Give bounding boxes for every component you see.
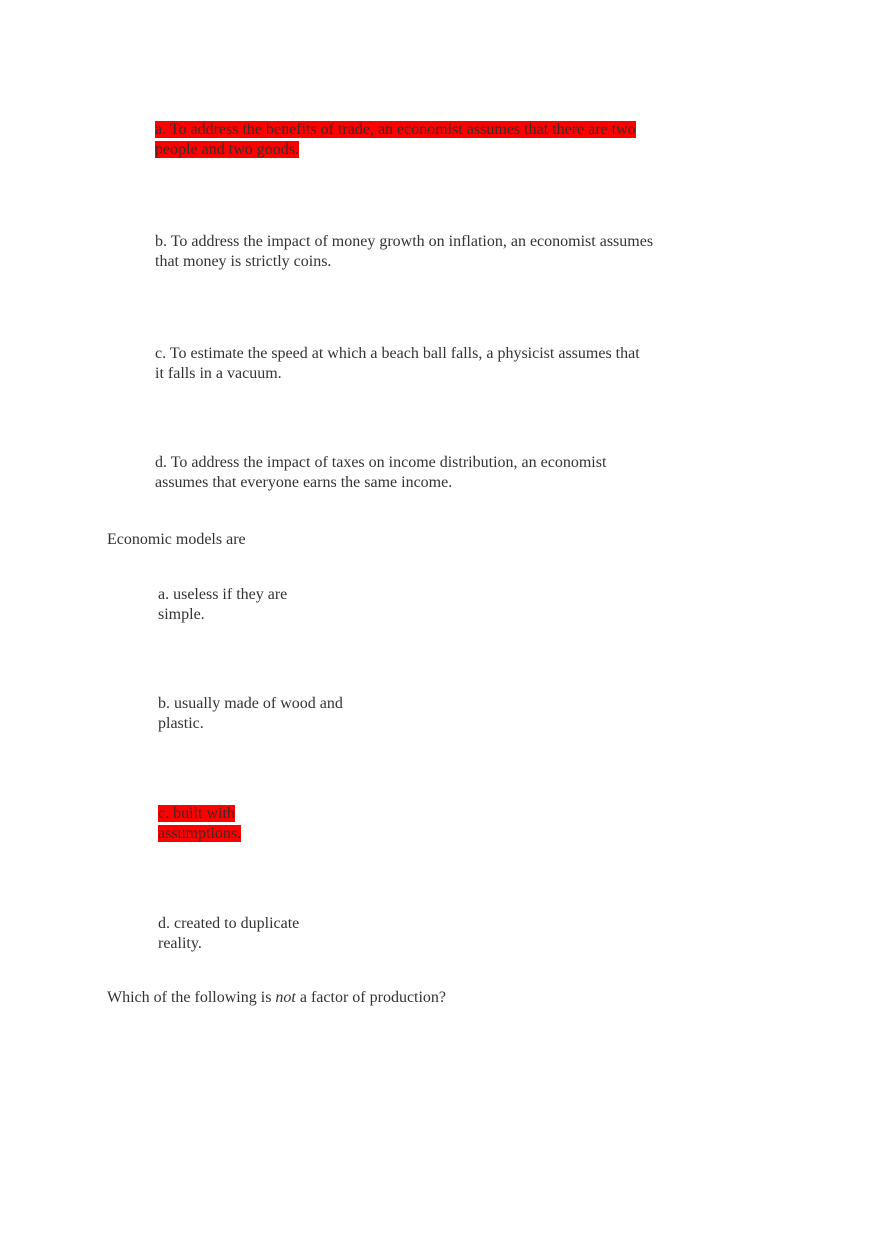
answer-option-d[interactable] [155, 453, 606, 493]
option-line: a. useless if they are [158, 586, 288, 603]
option-line: plastic. [158, 715, 204, 732]
option-line: assumptions. [158, 825, 242, 842]
option-line: it falls in a vacuum. [155, 365, 282, 382]
option-line: b. usually made of wood and [158, 695, 343, 712]
option-line: c. built with [158, 805, 235, 822]
question-prompt-models: Economic models are [107, 531, 246, 548]
answer-option-b[interactable] [155, 232, 653, 272]
question-prompt-factor [107, 988, 446, 1008]
models-option-a[interactable] [158, 585, 287, 625]
option-line: c. To estimate the speed at which a beach ball falls, a physicist assumes that [155, 345, 640, 362]
option-line: d. To address the impact of taxes on income distribution, an economist [155, 454, 607, 471]
option-line: that money is strictly coins. [155, 253, 332, 270]
option-line: simple. [158, 606, 205, 623]
option-line: d. created to duplicate [158, 915, 300, 932]
prompt-after: a factor of production? [295, 989, 447, 1006]
models-option-b[interactable] [158, 694, 343, 734]
option-line: people and two goods. [155, 141, 299, 158]
option-line: reality. [158, 935, 202, 952]
prompt-emphasis: not [275, 989, 296, 1006]
option-line: a. To address the benefits of trade, an economist assumes that there are two [155, 121, 636, 138]
answer-option-c[interactable] [155, 344, 640, 384]
prompt-before: Which of the following is [107, 989, 276, 1006]
models-option-d[interactable] [158, 914, 299, 954]
models-option-c[interactable] [158, 804, 241, 844]
option-line: b. To address the impact of money growth on inflation, an economist assumes [155, 233, 654, 250]
option-line: assumes that everyone earns the same income. [155, 474, 453, 491]
answer-option-a[interactable] [155, 120, 636, 160]
